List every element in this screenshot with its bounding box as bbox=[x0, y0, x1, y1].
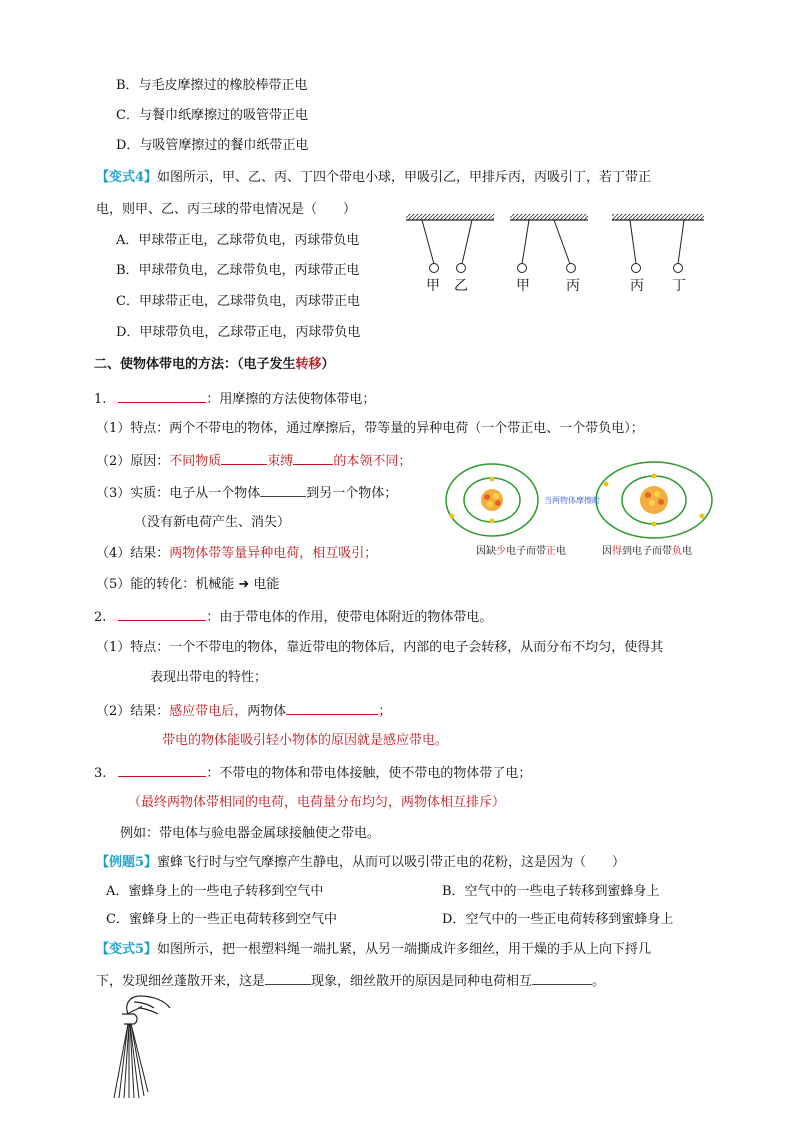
atom-right-caption-c: 到电子而带 bbox=[622, 546, 672, 557]
label-bing-1: 丙 bbox=[566, 278, 580, 294]
plastic-strands-figure bbox=[108, 992, 178, 1104]
section2-heading-red: 转移 bbox=[295, 357, 322, 372]
method2-title-text: ：由于带电体的作用，使带电体附近的物体带电。 bbox=[206, 610, 493, 625]
atom-left-caption-a: 因缺 bbox=[476, 546, 496, 557]
variant4-stem1: 如图所示，甲、乙、丙、丁四个带电小球，甲吸引乙，甲排斥丙，丙吸引丁，若丁带正 bbox=[157, 170, 652, 185]
method3-example: 例如：带电体与验电器金属球接触使之带电。 bbox=[120, 826, 381, 841]
section2-heading bbox=[94, 357, 335, 373]
variant5-tag: 【变式5】 bbox=[96, 942, 158, 957]
method1-cause-blank1[interactable] bbox=[221, 452, 267, 465]
method2-feature: （1）特点：一个不带电的物体，靠近带电的物体后，内部的电子会转移，从而分布不均匀，使得其 bbox=[96, 640, 664, 655]
atom-right-caption bbox=[602, 546, 692, 558]
variant4-stem-line1 bbox=[96, 170, 651, 186]
label-jia-1: 甲 bbox=[426, 278, 440, 294]
example5-option-d: D．空气中的一些正电荷转移到蜜蜂身上 bbox=[442, 912, 674, 927]
ball-ding bbox=[674, 264, 683, 273]
support-bar-2 bbox=[510, 214, 588, 220]
method1-cause bbox=[96, 452, 411, 470]
ball-yi bbox=[457, 264, 466, 273]
ball-jia-1 bbox=[430, 264, 439, 273]
method3-blank[interactable] bbox=[118, 764, 206, 777]
variant5-line2-c: 。 bbox=[592, 974, 606, 989]
atom-left-caption-b: 少 bbox=[496, 546, 506, 557]
method1-blank[interactable] bbox=[118, 390, 206, 403]
method3-title-text: ：不带电的物体和带电体接触，使不带电的物体带了电； bbox=[206, 766, 532, 781]
atom-left-caption-c: 电子而带 bbox=[506, 546, 546, 557]
method2-blank[interactable] bbox=[118, 608, 206, 621]
label-jia-2: 甲 bbox=[516, 278, 530, 294]
variant5-line1 bbox=[96, 942, 651, 958]
variant4-option-d: D．甲球带负电，乙球带正电，丙球带负电 bbox=[116, 325, 361, 340]
variant4-stem-line2: 电，则甲、乙、丙三球的带电情况是（ ） bbox=[96, 202, 357, 217]
method1-title-text: ：用摩擦的方法使物体带电； bbox=[206, 392, 376, 407]
method1-essence-b: 到另一个物体； bbox=[306, 486, 398, 501]
atom-center-caption: 当两物体摩擦时 bbox=[544, 496, 600, 505]
hand-icon bbox=[122, 996, 170, 1024]
atom-left-caption bbox=[476, 546, 566, 558]
example5-option-a: A．蜜蜂身上的一些电子转移到空气中 bbox=[106, 884, 324, 899]
method2-result-red: 感应带电后， bbox=[169, 704, 248, 719]
method3-number: 3. bbox=[94, 766, 107, 781]
left-atom bbox=[446, 464, 538, 536]
variant5-line2-a: 下，发现细丝蓬散开来，这是 bbox=[96, 974, 266, 989]
method1-cause-blank2[interactable] bbox=[293, 452, 333, 465]
method1-essence-blank[interactable] bbox=[260, 484, 306, 497]
method1-cause-b: 束缚 bbox=[267, 454, 294, 469]
method2-result bbox=[96, 702, 391, 720]
example5-tag: 【例题5】 bbox=[96, 855, 158, 870]
example5-stem-text: 蜜蜂飞行时与空气摩擦产生静电，从而可以吸引带正电的花粉，这是因为（ ） bbox=[157, 855, 626, 870]
method2-result-label: （2）结果： bbox=[96, 704, 170, 719]
method2-number: 2. bbox=[94, 610, 107, 625]
method2-result-blank[interactable] bbox=[286, 702, 378, 715]
method1-number: 1. bbox=[94, 392, 107, 407]
option-b: B．与毛皮摩擦过的橡胶棒带正电 bbox=[116, 78, 308, 93]
method1-feature: （1）特点：两个不带电的物体，通过摩擦后，带等量的异种电荷（一个带正电、一个带负电）； bbox=[96, 421, 644, 436]
method1-essence bbox=[96, 484, 397, 502]
method1-cause-a: 不同物质 bbox=[169, 454, 222, 469]
variant5-blank1[interactable] bbox=[265, 972, 311, 985]
example5-option-b: B．空气中的一些电子转移到蜜蜂身上 bbox=[442, 884, 660, 899]
variant5-blank2[interactable] bbox=[532, 972, 592, 985]
method2-result-end: ； bbox=[378, 704, 392, 719]
example5-option-c: C．蜜蜂身上的一些正电荷转移到空气中 bbox=[106, 912, 337, 927]
section2-heading-text: 二、使物体带电的方法：（电子发生 bbox=[94, 357, 296, 372]
method1-energy: （5）能的转化：机械能 ➜ 电能 bbox=[96, 577, 280, 592]
variant5-line1-text: 如图所示，把一根塑料绳一端扎紧，从另一端撕成许多细丝，用干燥的手从上向下捋几 bbox=[157, 942, 652, 957]
method2-title bbox=[94, 608, 492, 626]
label-bing-2: 丙 bbox=[630, 278, 644, 294]
atom-left-caption-e: 电 bbox=[556, 546, 566, 557]
ball-bing-1 bbox=[567, 264, 576, 273]
atom-right-caption-e: 电 bbox=[682, 546, 692, 557]
label-ding: 丁 bbox=[672, 278, 686, 294]
method1-essence-note: （没有新电荷产生、消失） bbox=[134, 515, 291, 530]
section2-heading-close: ） bbox=[321, 357, 335, 372]
hanging-balls-figure bbox=[404, 212, 714, 296]
support-bar-1 bbox=[406, 214, 494, 220]
method3-title bbox=[94, 764, 531, 782]
right-atom bbox=[596, 462, 712, 538]
atom-right-caption-a: 因 bbox=[602, 546, 612, 557]
method1-cause-label: （2）原因： bbox=[96, 454, 170, 469]
support-bar-3 bbox=[612, 214, 704, 220]
example5-stem bbox=[96, 855, 625, 871]
option-c: C．与餐巾纸摩擦过的吸管带正电 bbox=[116, 108, 308, 123]
atom-left-caption-d: 正 bbox=[546, 546, 556, 557]
variant4-option-c: C．甲球带正电，乙球带负电，丙球带正电 bbox=[116, 294, 360, 309]
method3-note: （最终两物体带相同的电荷，电荷量分布均匀，两物体相互排斥） bbox=[128, 795, 506, 810]
option-d: D．与吸管摩擦过的餐巾纸带正电 bbox=[116, 138, 309, 153]
atom-right-caption-d: 负 bbox=[672, 546, 682, 557]
method1-title bbox=[94, 390, 375, 408]
method2-result-text: 两物体 bbox=[247, 704, 287, 719]
variant4-option-b: B．甲球带负电，乙球带负电，丙球带正电 bbox=[116, 263, 360, 278]
ball-bing-2 bbox=[632, 264, 641, 273]
variant4-option-a: A．甲球带正电，乙球带负电，丙球带负电 bbox=[116, 233, 360, 248]
ball-jia-2 bbox=[518, 264, 527, 273]
variant5-line2-b: 现象，细丝散开的原因是同种电荷相互 bbox=[311, 974, 533, 989]
label-yi: 乙 bbox=[454, 278, 468, 294]
method1-result-label: （4）结果： bbox=[96, 546, 170, 561]
method2-feature-cont: 表现出带电的特性； bbox=[150, 670, 268, 685]
atom-right-caption-b: 得 bbox=[612, 546, 622, 557]
method1-result-text: 两物体带等量异种电荷，相互吸引； bbox=[169, 546, 378, 561]
method1-cause-c: 的本领不同； bbox=[333, 454, 412, 469]
method1-result bbox=[96, 546, 377, 562]
variant4-tag: 【变式4】 bbox=[96, 170, 158, 185]
strands bbox=[114, 1024, 148, 1098]
method2-note: 带电的物体能吸引轻小物体的原因就是感应带电。 bbox=[162, 733, 449, 748]
method1-essence-a: （3）实质：电子从一个物体 bbox=[96, 486, 261, 501]
variant5-line2 bbox=[96, 972, 605, 990]
